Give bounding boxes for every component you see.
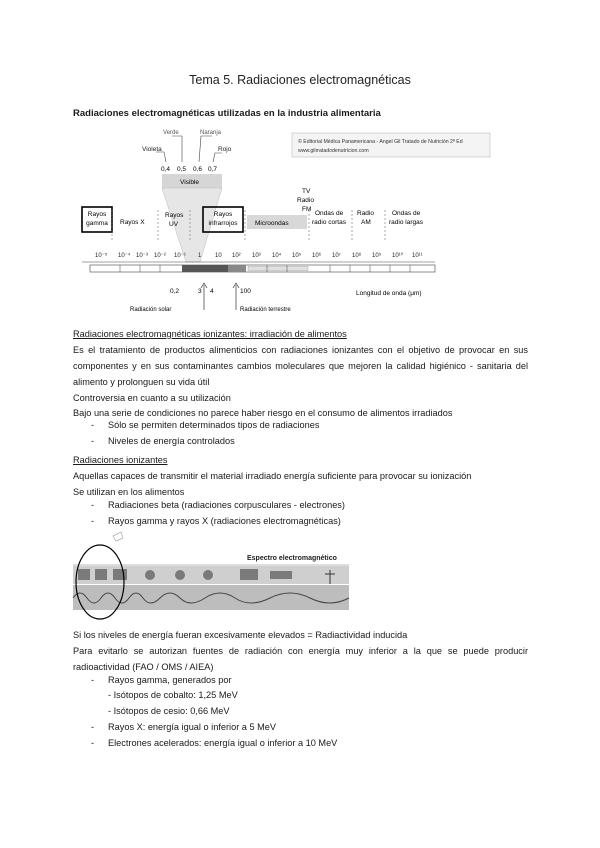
band-gamma-1: Rayos [87,211,107,218]
bullet-electrones: Electrones acelerados: energía igual o inferior a 10 MeV [108,738,338,748]
exponent-label: 10¹¹ [412,253,423,259]
paragraph-evitarlo: Para evitarlo se autorizan fuentes de radiación con energía muy inferior a la que se puede producir radioactividad (FAO / OMS / AIEA) [73,646,528,672]
mark-3: 3 [198,288,202,295]
sub-bullet-cobalto: - Isótopos de cobalto: 1,25 MeV [108,690,238,700]
axis-label: Longitud de onda (μm) [356,290,422,297]
bullet-rayos-gamma: Rayos gamma, generados por [108,675,232,685]
visible-tick-1: 0,4 [161,166,171,173]
pencil-icon [113,532,123,541]
line-definicion-ionizantes: Aquellas capaces de transmitir el material irradiado energía suficiente para provocar su ionización [73,471,472,481]
exponent-label: 10 [215,253,222,259]
bullet-gamma-x: Rayos gamma y rayos X (radiaciones electromagnéticas) [108,516,341,526]
page-title: Tema 5. Radiaciones electromagnéticas [189,73,411,87]
visible-label: Visible [180,179,200,186]
exponent-label: 10¹⁰ [392,253,404,259]
bullet-dash: - [91,500,95,510]
exponent-label: 10⁷ [332,253,341,259]
exponent-label: 10³ [252,253,261,259]
color-naranja: Naranja [200,130,222,136]
band-radio-cortas-1: Ondas de [315,210,344,217]
exponent-label: 10⁸ [352,253,362,259]
band-radio-cortas-2: radio cortas [312,219,346,226]
bullet-dash: - [91,420,95,430]
spectrum-figure [0,0,600,330]
line-riesgo: Bajo una serie de condiciones no parece haber riesgo en el consumo de alimentos irradiados [73,408,453,418]
visible-tick-4: 0,7 [208,166,218,173]
exponent-label: 10⁻² [154,253,166,259]
bullet-dash: - [91,675,95,685]
sub-bullet-cesio: - Isótopos de cesio: 0,66 MeV [108,706,230,716]
exponent-label: 10⁹ [372,253,382,259]
exponent-label: 10⁻⁴ [118,253,131,259]
band-x: Rayos X [120,219,145,226]
bullet-beta: Radiaciones beta (radiaciones corpusculares - electrones) [108,500,345,510]
exponent-label: 10⁻³ [136,253,148,259]
bullet-niveles: Niveles de energía controlados [108,436,235,446]
bullet-dash: - [91,722,95,732]
band-am-1: Radio [357,210,374,217]
color-violeta: Violeta [142,146,162,153]
terrestre-label: Radiación terrestre [240,307,291,313]
color-verde: Verde [163,130,179,136]
exponent-label: 10⁻¹ [174,253,186,259]
section-heading-ionizantes: Radiaciones ionizantes [73,455,168,465]
exponent-label: 10⁵ [292,253,302,259]
credit-line-2: www.gilrratadodenutricion.com [298,148,369,154]
section-heading-ionizantes-irradiacion: Radiaciones electromagnéticas ionizantes: irradiación de alimentos [73,329,347,339]
fm-label: FM [302,206,312,213]
line-se-utilizan: Se utilizan en los alimentos [73,487,185,497]
strip-title: Espectro electromagnético [247,555,337,562]
band-ir-2: infrarrojos [208,220,238,227]
exponent-label: 10⁶ [312,253,322,259]
radio-label: Radio [297,197,314,204]
tv-label: TV [302,188,311,195]
spectrum-strip-figure [0,530,600,620]
mark-100: 100 [240,288,251,295]
mark-02: 0,2 [170,288,180,295]
exponent-label: 10⁴ [272,253,282,259]
bullet-dash: - [91,516,95,526]
bullet-tipos: Sólo se permiten determinados tipos de radiaciones [108,420,320,430]
band-uv-1: Rayos [165,212,184,219]
band-gamma-2: gamma [86,220,108,227]
color-rojo: Rojo [218,146,232,153]
line-controversia: Controversia en cuanto a su utilización [73,393,231,403]
bullet-rayos-x: Rayos X: energía igual o inferior a 5 MeV [108,722,277,732]
axis-dark-segment [182,265,228,272]
band-largas-2: radio largas [389,219,423,226]
bullet-dash: - [91,738,95,748]
axis-mid-segment [228,265,246,272]
line-radiactividad: Si los niveles de energía fueran excesivamente elevados = Radiactividad inducida [73,630,408,640]
visible-tick-2: 0,5 [177,166,187,173]
band-ir-1: Rayos [213,211,233,218]
section-subtitle: Radiaciones electromagnéticas utilizadas en la industria alimentaria [73,108,381,119]
band-uv-2: UV [169,221,179,228]
exponent-label: 10² [232,253,241,259]
bullet-dash: - [91,436,95,446]
exponent-label: 1 [198,253,202,259]
paragraph-definition: Es el tratamiento de productos alimenticios con radiaciones ionizantes con el objetivo de provocar en sus componentes y en sus contaminantes cambios moleculares que mejoren la calidad higiénico - sanitaria del alimento y prolonguen su vida útil [73,345,528,387]
band-am-2: AM [361,219,371,226]
mark-4: 4 [210,288,214,295]
band-microondas: Microondas [255,220,289,227]
credit-line-1: © Editorial Médica Panamericana - Angel Gil Tratado de Nutrición 2ª Ed [298,139,463,145]
band-largas-1: Ondas de [392,210,421,217]
visible-tick-3: 0,6 [193,166,203,173]
solar-label: Radiación solar [130,307,172,313]
exponent-label: 10⁻⁵ [95,253,108,259]
